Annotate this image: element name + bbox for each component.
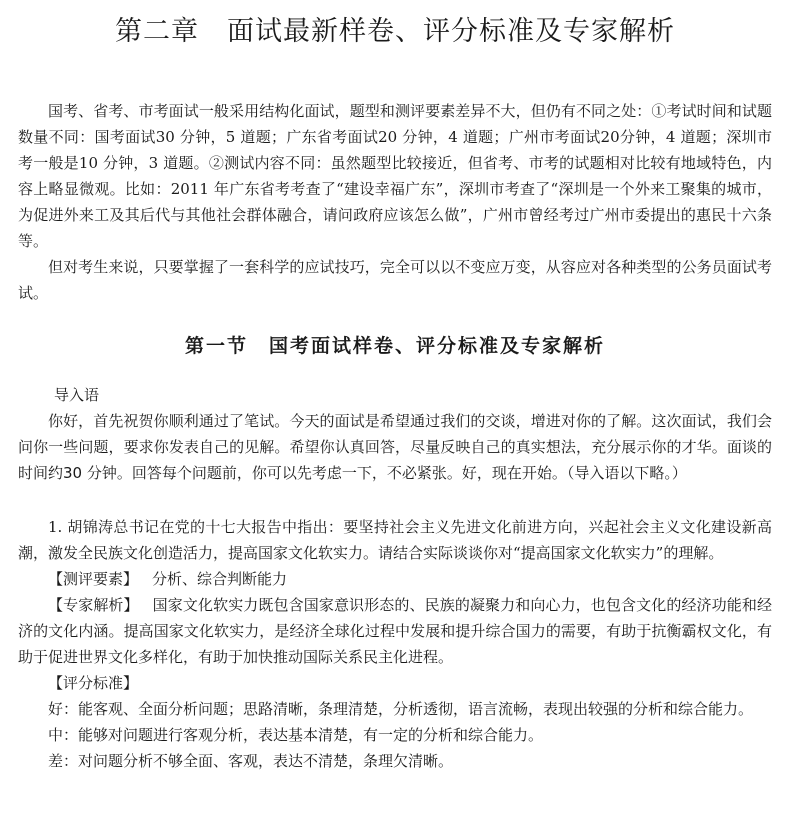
- question-text: 1. 胡锦涛总书记在党的十七大报告中指出：要坚持社会主义先进文化前进方向，兴起社会主义文化建设新高潮，激发全民族文化创造活力，提高国家文化软实力。请结合实际谈谈你对“提高国家文化软实力”的理解。: [18, 518, 772, 562]
- grade-medium-text: 能够对问题进行客观分析，表达基本清楚，有一定的分析和综合能力。: [78, 726, 544, 744]
- chapter-title: 第二章 面试最新样卷、评分标准及专家解析: [115, 16, 675, 47]
- greeting-text: 你好，首先祝贺你顺利通过了笔试。今天的面试是希望通过我们的交谈，增进对你的了解。这次面试，我们会问你一些问题，要求你发表自己的见解。希望你认真回答，尽量反映自己的真实想法，充分展示你的才华。面谈的时间约30 分钟。回答每个问题前，你可以先考虑一下，不必紧张。好，现在开始。（导入语以下略。）: [18, 412, 772, 482]
- expert-analysis-value: 国家文化软实力既包含国家意识形态的、民族的凝聚力和向心力，也包含文化的经济功能和经济的文化内涵。提高国家文化软实力，是经济全球化过程中发展和提升综合国力的需要，有助于抗衡霸权文化，有助于促进世界文化多样化，有助于加快推动国际关系民主化进程。: [18, 596, 772, 666]
- grade-poor-label: 差：: [48, 752, 79, 770]
- grade-poor-text: 对问题分析不够全面、客观，表达不清楚，条理欠清晰。: [78, 752, 454, 770]
- document-page: [18, 0, 772, 774]
- scoring-criteria: [18, 670, 772, 696]
- grade-medium-label: 中：: [48, 726, 79, 744]
- greeting-label: 导入语: [54, 386, 100, 404]
- intro-paragraph-1: 国考、省考、市考面试一般采用结构化面试，题型和测评要素差异不大，但仍有不同之处：①考试时间和试题数量不同：国考面试30 分钟，5 道题；广东省考面试20 分钟，4 道题；广州市考面试20分钟，4 道题；深圳市考一般是10 分钟，3 道题。②测试内容不同：虽然题型比较接近，但省考、市考的试题相对比较有地域特色，内容上略显微观。比如：2011 年广东省考考查了“建设幸福广东”，深圳市考查了“深圳是一个外来工聚集的城市，为促进外来工及其后代与其他社会群体融合，请问政府应该怎么做”，广州市曾经考过广州市委提出的惠民十六条等。: [18, 102, 772, 250]
- eval-elements-value: 分析、综合判断能力: [152, 570, 288, 588]
- expert-analysis: [18, 592, 772, 670]
- scoring-criteria-label: 【评分标准】: [48, 674, 139, 692]
- section-title: 第一节 国考面试样卷、评分标准及专家解析: [184, 335, 605, 357]
- expert-analysis-label: 【专家解析】: [48, 596, 139, 614]
- eval-elements-label: 【测评要素】: [48, 570, 139, 588]
- intro-paragraph-2: 但对考生来说，只要掌握了一套科学的应试技巧，完全可以以不变应万变，从容应对各种类型的公务员面试考试。: [18, 258, 772, 302]
- eval-elements: [18, 566, 772, 592]
- grade-medium: [18, 722, 772, 748]
- grade-good-label: 好：: [48, 700, 79, 718]
- grade-good-text: 能客观、全面分析问题；思路清晰，条理清楚，分析透彻，语言流畅，表现出较强的分析和综合能力。: [78, 700, 754, 718]
- grade-good: [18, 696, 772, 722]
- grade-poor: [18, 748, 772, 774]
